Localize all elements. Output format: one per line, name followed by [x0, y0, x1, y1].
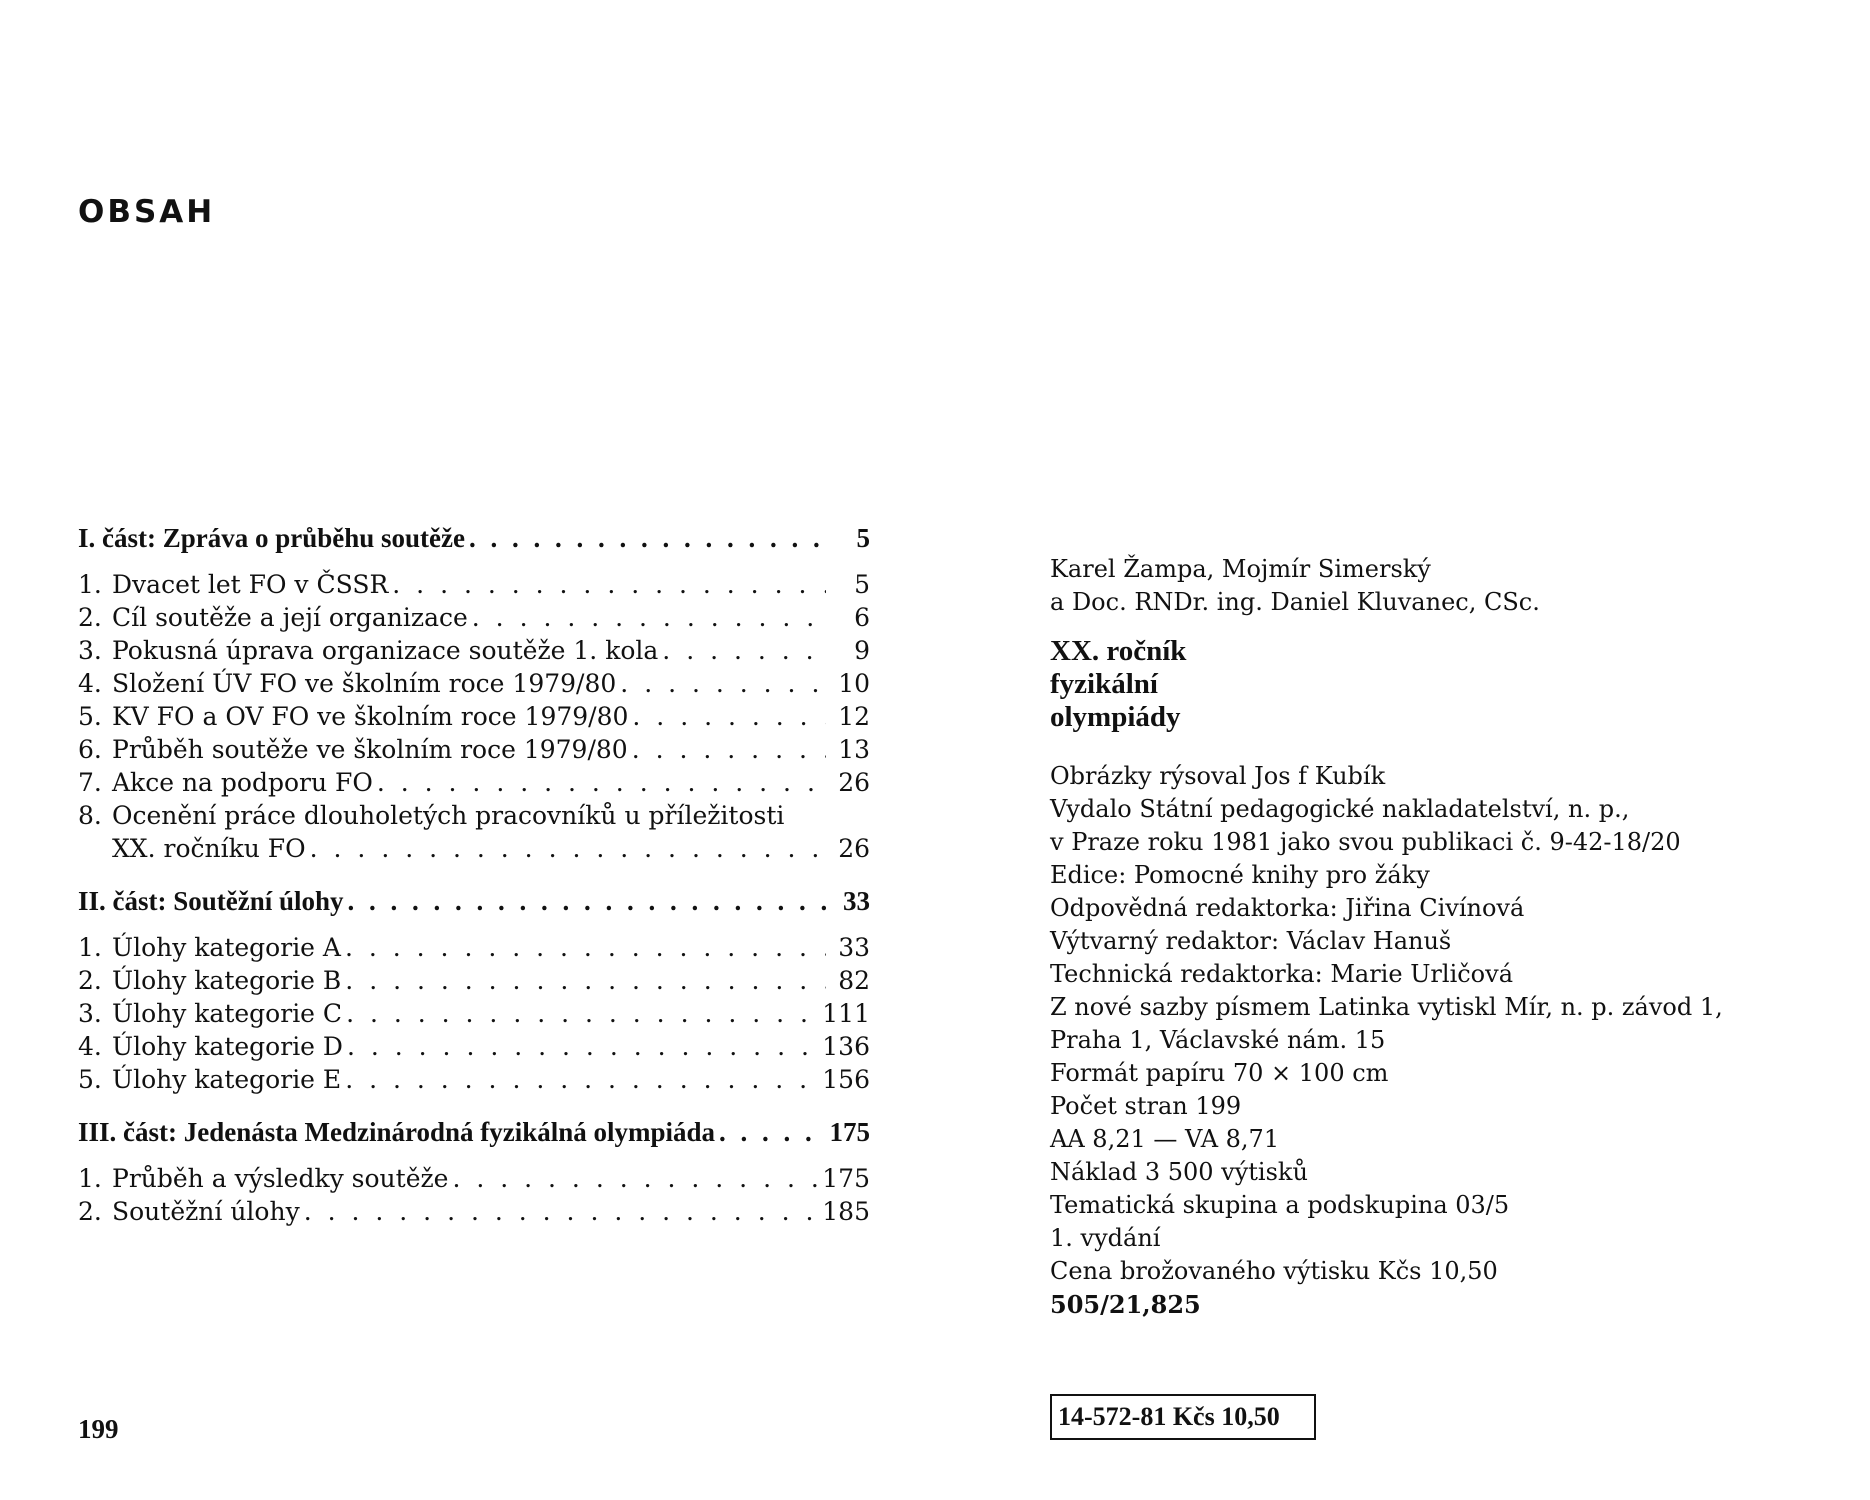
toc-item: [78, 1162, 870, 1195]
dot-leader: [719, 1116, 825, 1149]
toc-item-page: 156: [822, 1065, 870, 1094]
dot-leader: [392, 568, 826, 601]
imprint-line: Výtvarný redaktor: Václav Hanuš: [1050, 927, 1452, 955]
imprint-line: Vydalo Státní pedagogické nakladatelství, n. p.,: [1050, 795, 1630, 823]
toc-item-label: Ocenění práce dlouholetých pracovníků u příležitosti: [112, 801, 785, 830]
toc-item-label: Složení ÚV FO ve školním roce 1979/80: [112, 669, 617, 698]
toc-item-number: 7.: [78, 768, 102, 797]
toc-item: [78, 601, 870, 634]
book-title-line: olympiády: [1050, 701, 1181, 733]
toc-item-number: 1.: [78, 1164, 102, 1193]
imprint-line: Počet stran 199: [1050, 1092, 1242, 1120]
toc-item: [78, 1030, 870, 1063]
imprint-authors-line: a Doc. RNDr. ing. Daniel Kluvanec, CSc.: [1050, 588, 1540, 616]
toc-item-number: 3.: [78, 636, 102, 665]
imprint-line: 1. vydání: [1050, 1224, 1161, 1252]
imprint-line: Cena brožovaného výtisku Kčs 10,50: [1050, 1257, 1498, 1285]
imprint-block: [1050, 553, 1830, 1321]
toc-item-page: 111: [822, 999, 870, 1028]
page-number: 199: [78, 1414, 119, 1444]
toc-item: [78, 766, 870, 799]
toc-item: [78, 1195, 870, 1228]
toc-item-label: Akce na podporu FO: [112, 768, 373, 797]
imprint-line: Obrázky rýsoval Jos f Kubík: [1050, 762, 1386, 790]
toc-item-label: Úlohy kategorie C: [112, 999, 343, 1028]
dot-leader: [662, 634, 826, 667]
imprint-line: Tematická skupina a podskupina 03/5: [1050, 1191, 1510, 1219]
imprint-line: Praha 1, Václavské nám. 15: [1050, 1026, 1386, 1054]
toc-item-page: 5: [854, 570, 870, 599]
toc-item: [78, 733, 870, 766]
toc-item-label: Úlohy kategorie E: [112, 1065, 342, 1094]
book-title-line: XX. ročník: [1050, 635, 1187, 667]
imprint-line: Formát papíru 70 × 100 cm: [1050, 1059, 1389, 1087]
toc-item: [78, 964, 870, 997]
toc-item: [78, 634, 870, 667]
toc-item-label: Průběh a výsledky soutěže: [112, 1164, 449, 1193]
dot-leader: [632, 700, 826, 733]
dot-leader: [346, 997, 818, 1030]
dot-leader: [348, 885, 826, 918]
book-title: [1050, 635, 1830, 734]
toc-item-page: 6: [854, 603, 870, 632]
imprint-line: v Praze roku 1981 jako svou publikaci č. 9-42-18/20: [1050, 828, 1681, 856]
toc-item-page: 26: [838, 834, 870, 863]
toc-item-page: 13: [838, 735, 870, 764]
toc-item-number: 2.: [78, 603, 102, 632]
imprint-line: Náklad 3 500 výtisků: [1050, 1158, 1308, 1186]
toc-part-2: [78, 885, 870, 918]
toc-item-number: 3.: [78, 999, 102, 1028]
toc-item-label: KV FO a OV FO ve školním roce 1979/80: [112, 702, 629, 731]
dot-leader: [345, 1063, 818, 1096]
imprint-line: Technická redaktorka: Marie Urličová: [1050, 960, 1513, 988]
toc-item-label-continued: XX. ročníku FO: [112, 834, 306, 863]
dot-leader: [632, 733, 826, 766]
dot-leader: [310, 832, 826, 865]
imprint-authors-line: Karel Žampa, Mojmír Simerský: [1050, 555, 1431, 583]
toc-part-2-label: II. část: Soutěžní úlohy: [78, 886, 344, 916]
toc-part-1-label: I. část: Zpráva o průběhu soutěže: [78, 523, 466, 553]
toc-part-1: [78, 522, 870, 555]
dot-leader: [469, 522, 826, 555]
imprint-line: AA 8,21 — VA 8,71: [1050, 1125, 1280, 1153]
toc-item-label: Dvacet let FO v ČSSR: [112, 570, 389, 599]
dot-leader: [347, 1030, 818, 1063]
toc-item-label: Úlohy kategorie D: [112, 1032, 343, 1061]
dot-leader: [452, 1162, 818, 1195]
toc-item-page: 10: [838, 669, 870, 698]
dot-leader: [377, 766, 826, 799]
imprint-line: Edice: Pomocné knihy pro žáky: [1050, 861, 1430, 889]
toc-part-2-page: 33: [843, 886, 870, 916]
dot-leader: [472, 601, 826, 634]
price-box: 14-572-81 Kčs 10,50: [1050, 1394, 1316, 1440]
dot-leader: [345, 964, 826, 997]
toc-item-number: 1.: [78, 570, 102, 599]
toc-item: [78, 700, 870, 733]
toc-item: [78, 931, 870, 964]
toc-item-label: Úlohy kategorie A: [112, 933, 341, 962]
toc-item-label: Úlohy kategorie B: [112, 966, 342, 995]
toc-item-number: 2.: [78, 1197, 102, 1226]
toc-item: [78, 997, 870, 1030]
toc-item-page: 82: [838, 966, 870, 995]
toc-item-page: 26: [838, 768, 870, 797]
toc-item-number: 1.: [78, 933, 102, 962]
toc-part-1-page: 5: [856, 523, 870, 553]
toc-item-page: 12: [838, 702, 870, 731]
contents-heading: OBSAH: [78, 194, 216, 230]
toc-item-number: 4.: [78, 1032, 102, 1061]
toc-item-label: Průběh soutěže ve školním roce 1979/80: [112, 735, 628, 764]
toc-item-continuation: [78, 832, 870, 865]
toc-item: [78, 1063, 870, 1096]
toc-part-3-page: 175: [829, 1117, 870, 1147]
toc-item-page: 136: [822, 1032, 870, 1061]
toc-item-number: 5.: [78, 702, 102, 731]
toc-item-number: 2.: [78, 966, 102, 995]
toc-part-3-label: III. část: Jedenásta Medzinárodná fyzikálná olympiáda: [78, 1117, 716, 1147]
imprint-line: Z nové sazby písmem Latinka vytiskl Mír, n. p. závod 1,: [1050, 993, 1723, 1021]
toc-item-label: Cíl soutěže a její organizace: [112, 603, 468, 632]
toc-item-page: 175: [822, 1164, 870, 1193]
toc-item-page: 33: [838, 933, 870, 962]
toc-item: [78, 799, 870, 832]
book-title-line: fyzikální: [1050, 668, 1158, 700]
dot-leader: [304, 1195, 819, 1228]
imprint-line: Odpovědná redaktorka: Jiřina Civínová: [1050, 894, 1525, 922]
toc-item-number: 4.: [78, 669, 102, 698]
toc-item-number: 5.: [78, 1065, 102, 1094]
toc-part-3: [78, 1116, 870, 1149]
toc-item-page: 185: [822, 1197, 870, 1226]
toc-item: [78, 568, 870, 601]
dot-leader: [345, 931, 826, 964]
imprint-line: 505/21,825: [1050, 1290, 1201, 1319]
toc-item-page: 9: [854, 636, 870, 665]
toc-item-number: 6.: [78, 735, 102, 764]
toc-item-number: 8.: [78, 801, 102, 830]
toc-item: [78, 667, 870, 700]
toc-item-label: Soutěžní úlohy: [112, 1197, 300, 1226]
table-of-contents: [78, 522, 870, 1228]
toc-item-label: Pokusná úprava organizace soutěže 1. kola: [112, 636, 659, 665]
dot-leader: [620, 667, 826, 700]
